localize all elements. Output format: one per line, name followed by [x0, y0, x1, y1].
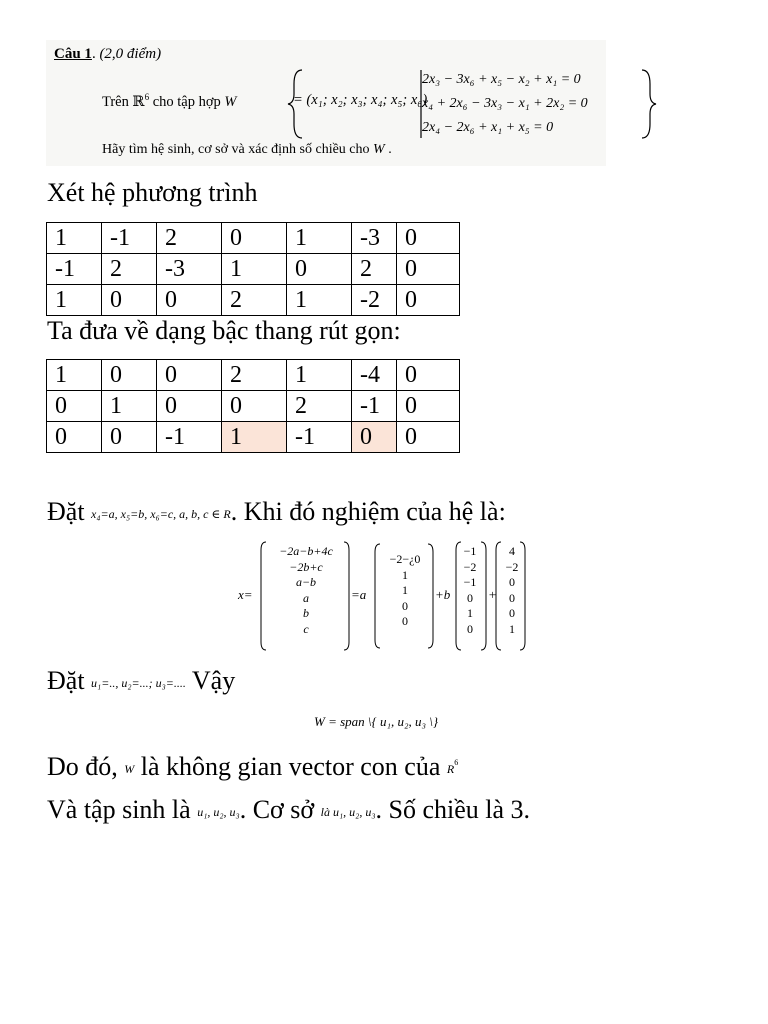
cell: 0 — [397, 391, 460, 422]
cell-highlighted: 1 — [222, 422, 287, 453]
conclusion2-basis: là u₁, u₂, u₃ — [320, 805, 376, 819]
cell: 2 — [102, 254, 157, 285]
cell: 1 — [47, 285, 102, 316]
cell: 0 — [287, 254, 352, 285]
conclusion1-space-exp: 6 — [454, 758, 459, 767]
vector-entry: 0 — [509, 590, 515, 605]
cell: 0 — [47, 422, 102, 453]
cell: 2 — [222, 285, 287, 316]
vector-entry: −2−¿0 — [389, 552, 421, 566]
table-row — [47, 422, 460, 453]
set-params-line — [47, 497, 506, 527]
table-row — [47, 360, 460, 391]
cell: 1 — [287, 285, 352, 316]
vector-entry: a — [303, 590, 309, 605]
cell: -1 — [102, 223, 157, 254]
conclusion1-var: W — [124, 762, 135, 776]
cell: 0 — [102, 360, 157, 391]
vector-entry: 1 — [467, 606, 473, 620]
table-row — [47, 254, 460, 285]
conclusion1-prefix: Do đó, — [47, 752, 125, 781]
vector-entry: 0 — [402, 614, 408, 628]
vector-entry: −1 — [463, 544, 477, 558]
cell: 0 — [157, 391, 222, 422]
cell: 0 — [397, 223, 460, 254]
table-row — [47, 285, 460, 316]
vector-entry: 0 — [467, 621, 473, 636]
cell: -2 — [352, 285, 397, 316]
set-u-prefix: Đặt — [47, 666, 92, 695]
cell: 1 — [287, 223, 352, 254]
cell: 0 — [397, 360, 460, 391]
set-params-math: x₄=a, x₅=b, x₆=c, a, b, c ∈ R — [91, 507, 231, 521]
vector-entry: −1 — [463, 575, 477, 589]
table-row — [47, 223, 460, 254]
vector-entry: 0 — [402, 598, 408, 613]
vector-entry: −2a−b+4c — [279, 544, 333, 558]
set-name: W — [224, 93, 237, 110]
vector-entry: 0 — [509, 575, 515, 589]
span-equation: W = span \{ u₁, u₂, u₃ \} — [314, 714, 439, 729]
space-exponent: 6 — [144, 92, 150, 102]
vector-entry: 0 — [467, 590, 473, 605]
vector-entry: −2 — [463, 559, 477, 574]
cell: 1 — [222, 254, 287, 285]
conclusion1-middle: là không gian vector con của — [134, 752, 447, 781]
cell: -4 — [352, 360, 397, 391]
cell: -1 — [157, 422, 222, 453]
equation-3: 2x₄ − 2x₆ + x₁ + x₅ = 0 — [422, 120, 554, 135]
cell: 0 — [157, 360, 222, 391]
table-row — [47, 391, 460, 422]
vector-entry: 1 — [402, 583, 408, 597]
problem-intro — [102, 92, 236, 111]
cell: 2 — [157, 223, 222, 254]
heading-system: Xét hệ phương trình — [47, 178, 258, 207]
vector-entry: 1 — [402, 567, 408, 582]
intro-text-2: cho tập hợp — [149, 93, 225, 110]
x-vector — [264, 544, 348, 637]
conclusion2-suffix: . Số chiều là 3. — [375, 795, 531, 824]
cell: -3 — [352, 223, 397, 254]
cell: 0 — [157, 285, 222, 316]
cell: 0 — [397, 422, 460, 453]
plus-label: + — [488, 587, 497, 602]
cell: 2 — [352, 254, 397, 285]
cell: 0 — [222, 391, 287, 422]
cell: -1 — [352, 391, 397, 422]
set-u-suffix: Vậy — [185, 666, 236, 695]
a-vector — [377, 552, 433, 630]
equation-1: 2x₃ − 3x₆ + x₅ − x₂ + x₁ = 0 — [422, 72, 581, 87]
cell: 0 — [102, 422, 157, 453]
cell: 0 — [397, 254, 460, 285]
question-points: (2,0 điểm) — [99, 46, 162, 62]
vector-entry: 4 — [509, 544, 515, 558]
vector-entry: 0 — [509, 606, 515, 620]
space-symbol: ℝ — [132, 93, 145, 110]
task-end: . — [384, 142, 392, 157]
cell: 0 — [102, 285, 157, 316]
conclusion2-middle: . Cơ sở — [239, 795, 321, 824]
conclusion-line-2 — [47, 795, 530, 825]
solution-vectors — [236, 540, 536, 652]
vector-entry: 1 — [509, 621, 515, 636]
vector-entry: −2b+c — [289, 559, 323, 574]
plus-b-label: +b — [435, 587, 451, 602]
cell-highlighted: 0 — [352, 422, 397, 453]
problem-statement — [46, 40, 606, 166]
cell: -1 — [287, 422, 352, 453]
c-vector — [499, 544, 525, 637]
b-vector — [458, 544, 482, 637]
set-u-line — [47, 666, 235, 696]
cell: 2 — [222, 360, 287, 391]
coefficient-matrix — [46, 222, 460, 316]
cell: -3 — [157, 254, 222, 285]
conclusion-line-1 — [47, 752, 458, 782]
x-label: x= — [238, 587, 253, 602]
set-params-suffix: . Khi đó nghiệm của hệ là: — [230, 497, 506, 526]
cell: 0 — [47, 391, 102, 422]
equation-2: x₄ + 2x₆ − 3x₃ − x₁ + 2x₂ = 0 — [422, 96, 588, 111]
set-params-prefix: Đặt — [47, 497, 92, 526]
question-label: Câu 1 — [54, 46, 92, 62]
equation-system — [422, 68, 588, 140]
cell: 1 — [47, 360, 102, 391]
conclusion2-generators: u₁, u₂, u₃ — [197, 805, 240, 819]
cell: 1 — [287, 360, 352, 391]
task-var: W — [373, 142, 385, 157]
heading-rref: Ta đưa về dạng bậc thang rút gọn: — [47, 316, 401, 345]
vector-entry: b — [303, 606, 309, 620]
conclusion1-space: R — [446, 762, 455, 776]
set-u-math: u₁=.., u₂=...; u₃=.... — [91, 676, 186, 690]
cell: 0 — [222, 223, 287, 254]
vector-entry: −2 — [505, 559, 519, 574]
vector-entry: a−b — [295, 575, 317, 589]
problem-task — [102, 142, 392, 158]
conclusion2-prefix: Và tập sinh là — [47, 795, 198, 824]
set-tuple: = (x₁; x₂; x₃; x₄; x₅; x₆) — [293, 92, 428, 108]
rref-matrix — [46, 359, 460, 453]
cell: -1 — [47, 254, 102, 285]
cell: 1 — [47, 223, 102, 254]
cell: 1 — [102, 391, 157, 422]
question-header: Câu 1. (2,0 điểm) — [54, 46, 162, 62]
eq-a-label: =a — [351, 587, 367, 602]
intro-text: Trên — [102, 93, 133, 110]
task-text: Hãy tìm hệ sinh, cơ sở và xác định số chiều cho — [102, 142, 374, 157]
cell: 2 — [287, 391, 352, 422]
cell: 0 — [397, 285, 460, 316]
vector-entry: c — [303, 621, 309, 636]
